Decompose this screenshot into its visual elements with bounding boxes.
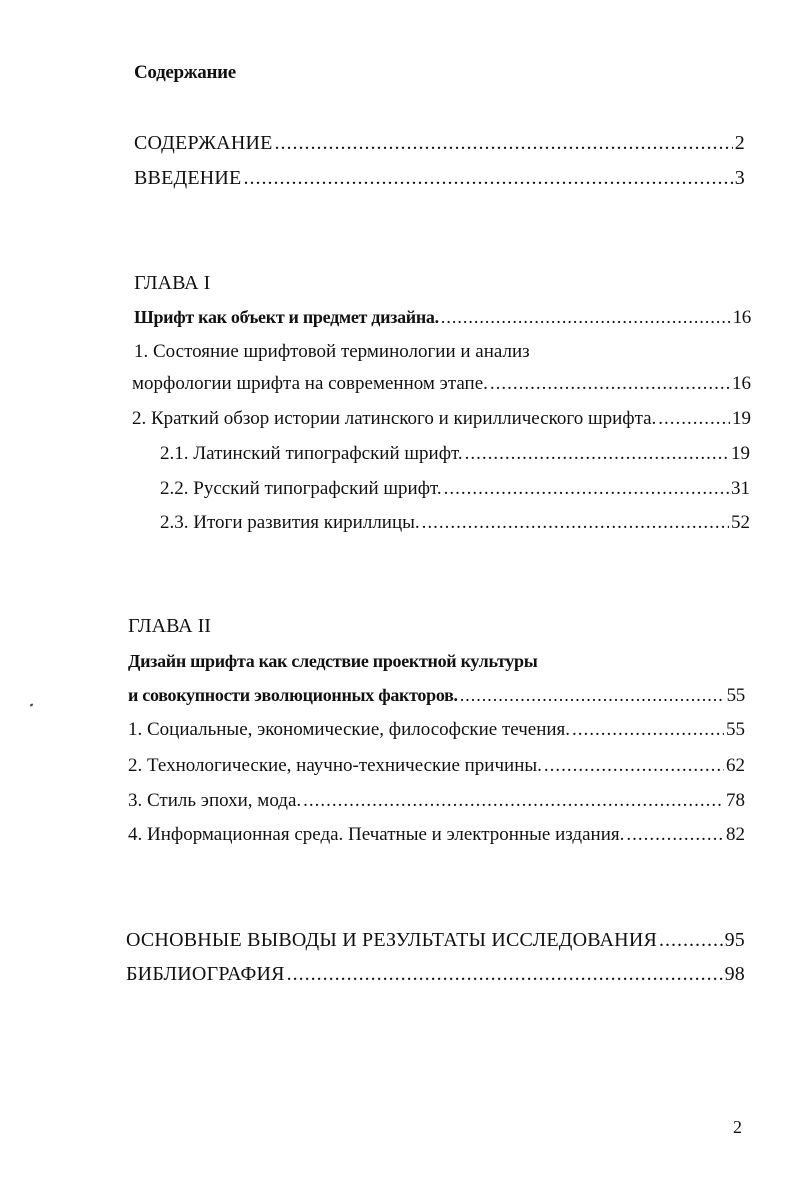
toc-entry-page: 95: [724, 929, 745, 951]
toc-entry-label: 2.3. Итоги развития кириллицы.: [160, 512, 420, 533]
toc-entry-label: 4. Информационная среда. Печатные и электронные издания.: [128, 824, 625, 845]
toc-entry-page: 16: [732, 373, 751, 394]
leader-dots: [441, 307, 731, 328]
toc-entry-bibliography[interactable]: [126, 963, 745, 986]
page-heading: Содержание: [134, 62, 236, 83]
toc-entry-chapter1-section[interactable]: [134, 307, 751, 329]
leader-dots: [287, 963, 723, 986]
toc-entry-ch2-4[interactable]: [128, 824, 745, 846]
toc-entry-page: 52: [731, 512, 750, 533]
leader-dots: [444, 478, 729, 500]
toc-entry-label: 1. Социальные, экономические, философские течения.: [128, 719, 571, 740]
toc-entry-label: ОСНОВНЫЕ ВЫВОДЫ И РЕЗУЛЬТАТЫ ИССЛЕДОВАНИЯ: [126, 929, 658, 951]
toc-entry-chapter2-section-line1[interactable]: Дизайн шрифта как следствие проектной культуры: [128, 651, 538, 671]
leader-dots: [490, 373, 730, 395]
toc-entry-label: Шрифт как объект и предмет дизайна.: [134, 307, 439, 327]
toc-entry-2-3[interactable]: [160, 512, 750, 534]
toc-entry-label: 2.1. Латинский типографский шрифт.: [160, 443, 463, 464]
toc-entry-2-1[interactable]: [160, 443, 750, 465]
leader-dots: [422, 512, 729, 534]
leader-dots: [659, 929, 723, 952]
toc-entry-page: 98: [724, 963, 745, 985]
toc-entry-label: 2.2. Русский типографский шрифт.: [160, 478, 442, 499]
toc-entry-contents[interactable]: [134, 132, 745, 155]
leader-dots: [658, 408, 730, 430]
leader-dots: [465, 443, 729, 465]
leader-dots: [460, 685, 725, 706]
scan-mark: [30, 703, 34, 706]
toc-entry-label: ВВЕДЕНИЕ: [134, 167, 242, 189]
toc-entry-page: 82: [726, 824, 745, 845]
toc-entry-page: 62: [726, 755, 745, 776]
chapter-2-title: ГЛАВА II: [128, 615, 211, 637]
toc-entry-2-2[interactable]: [160, 478, 750, 500]
leader-dots: [243, 167, 732, 190]
toc-entry-introduction[interactable]: [134, 167, 745, 190]
toc-entry-2[interactable]: [132, 408, 751, 430]
chapter-1-title: ГЛАВА I: [134, 272, 211, 294]
leader-dots: [544, 755, 724, 777]
toc-entry-conclusions[interactable]: [126, 929, 745, 952]
toc-entry-label: 2. Краткий обзор истории латинского и кириллического шрифта.: [132, 408, 657, 429]
toc-entry-label: и совокупности эволюционных факторов.: [128, 685, 458, 705]
leader-dots: [303, 790, 724, 812]
toc-entry-page: 78: [726, 790, 745, 811]
toc-entry-label: 3. Стиль эпохи, мода.: [128, 790, 302, 811]
toc-entry-ch2-2[interactable]: [128, 755, 745, 777]
toc-entry-ch2-1[interactable]: [128, 719, 745, 741]
toc-entry-label: СОДЕРЖАНИЕ: [134, 132, 273, 154]
toc-entry-1-line2[interactable]: [132, 373, 751, 395]
leader-dots: [626, 824, 724, 846]
toc-entry-ch2-3[interactable]: [128, 790, 745, 812]
toc-entry-label: 2. Технологические, научно-технические причины.: [128, 755, 542, 776]
toc-entry-page: 16: [732, 307, 751, 328]
toc-entry-1-line1[interactable]: 1. Состояние шрифтовой терминологии и анализ: [134, 341, 530, 362]
page-number: 2: [733, 1117, 742, 1137]
toc-entry-page: 19: [732, 408, 751, 429]
toc-entry-page: 19: [731, 443, 750, 464]
leader-dots: [275, 132, 733, 155]
toc-entry-page: 55: [726, 685, 745, 706]
toc-entry-label: БИБЛИОГРАФИЯ: [126, 963, 285, 985]
leader-dots: [572, 719, 724, 741]
toc-entry-page: 3: [734, 167, 745, 189]
toc-entry-page: 31: [731, 478, 750, 499]
toc-entry-chapter2-section-line2[interactable]: [128, 685, 745, 707]
toc-entry-page: 55: [726, 719, 745, 740]
toc-entry-label: морфологии шрифта на современном этапе.: [132, 373, 488, 394]
toc-entry-page: 2: [734, 132, 745, 154]
